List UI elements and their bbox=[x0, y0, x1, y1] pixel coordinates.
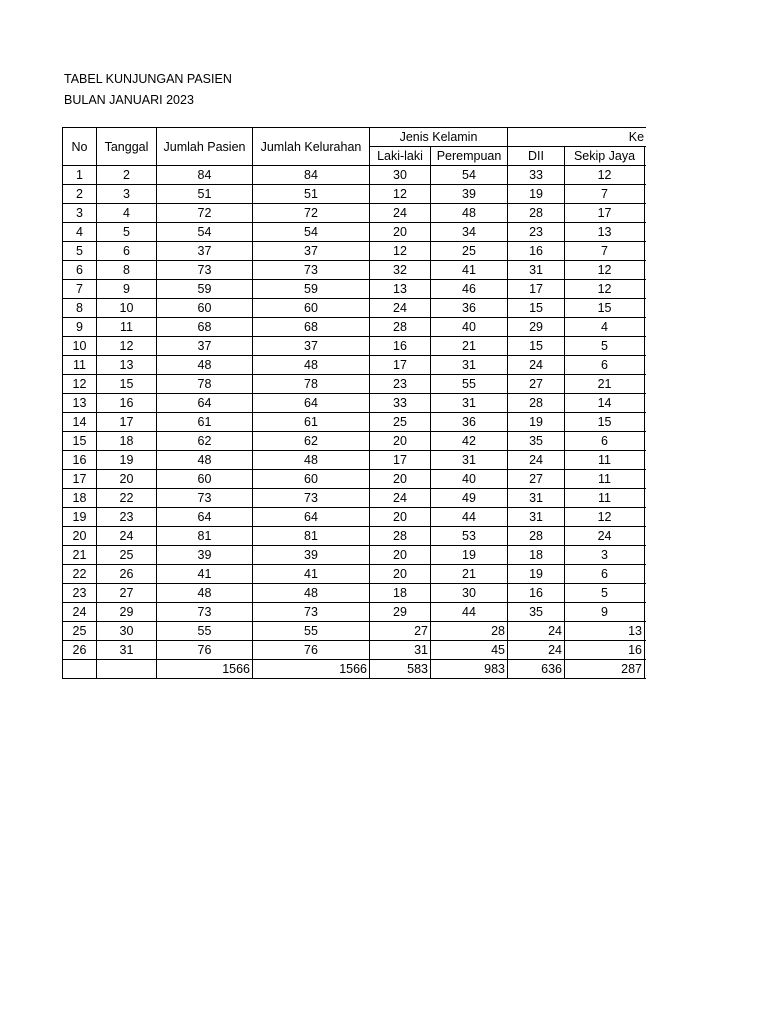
cell-perempuan: 28 bbox=[431, 622, 508, 641]
cell-perempuan: 30 bbox=[431, 584, 508, 603]
cell-perempuan: 45 bbox=[431, 641, 508, 660]
cell-perempuan: 21 bbox=[431, 565, 508, 584]
cell-jumlah-pasien: 72 bbox=[157, 204, 253, 223]
cell-laki: 25 bbox=[370, 413, 431, 432]
cell-sekip-jaya: 24 bbox=[565, 527, 645, 546]
cell-no: 19 bbox=[63, 508, 97, 527]
cell-laki: 20 bbox=[370, 546, 431, 565]
cell-laki: 20 bbox=[370, 470, 431, 489]
cell-dii: 19 bbox=[508, 185, 565, 204]
cell-jumlah-kelurahan: 51 bbox=[253, 185, 370, 204]
cell-perempuan: 46 bbox=[431, 280, 508, 299]
cell-dii: 16 bbox=[508, 242, 565, 261]
cell-hidden-col bbox=[645, 546, 646, 565]
cell-dii: 24 bbox=[508, 641, 565, 660]
cell-perempuan: 31 bbox=[431, 394, 508, 413]
cell-sekip-jaya: 7 bbox=[565, 242, 645, 261]
cell-no bbox=[63, 660, 97, 679]
cell-laki: 33 bbox=[370, 394, 431, 413]
cell-jumlah-pasien: 51 bbox=[157, 185, 253, 204]
cell-tanggal: 13 bbox=[97, 356, 157, 375]
table-row bbox=[63, 527, 647, 546]
cell-laki: 20 bbox=[370, 508, 431, 527]
table-row bbox=[63, 356, 647, 375]
cell-sekip-jaya: 6 bbox=[565, 432, 645, 451]
cell-jumlah-pasien: 60 bbox=[157, 299, 253, 318]
cell-tanggal: 16 bbox=[97, 394, 157, 413]
cell-jumlah-pasien: 1566 bbox=[157, 660, 253, 679]
cell-jumlah-pasien: 62 bbox=[157, 432, 253, 451]
cell-jumlah-kelurahan: 48 bbox=[253, 584, 370, 603]
cell-dii: 28 bbox=[508, 204, 565, 223]
cell-sekip-jaya: 13 bbox=[565, 223, 645, 242]
cell-dii: 31 bbox=[508, 261, 565, 280]
cell-hidden-col bbox=[645, 470, 646, 489]
cell-jumlah-kelurahan: 78 bbox=[253, 375, 370, 394]
cell-tanggal: 20 bbox=[97, 470, 157, 489]
cell-perempuan: 53 bbox=[431, 527, 508, 546]
cell-sekip-jaya: 11 bbox=[565, 489, 645, 508]
table-subtitle: BULAN JANUARI 2023 bbox=[64, 93, 194, 107]
table-viewport[interactable] bbox=[62, 127, 646, 691]
header-hidden-col bbox=[645, 147, 646, 166]
table-row bbox=[63, 337, 647, 356]
table-row bbox=[63, 622, 647, 641]
cell-tanggal: 10 bbox=[97, 299, 157, 318]
cell-no: 11 bbox=[63, 356, 97, 375]
cell-no: 2 bbox=[63, 185, 97, 204]
cell-perempuan: 25 bbox=[431, 242, 508, 261]
table-row bbox=[63, 318, 647, 337]
cell-jumlah-kelurahan: 39 bbox=[253, 546, 370, 565]
table-row bbox=[63, 166, 647, 185]
cell-jumlah-pasien: 60 bbox=[157, 470, 253, 489]
cell-hidden-col bbox=[645, 489, 646, 508]
cell-laki: 27 bbox=[370, 622, 431, 641]
cell-sekip-jaya: 21 bbox=[565, 375, 645, 394]
cell-no: 16 bbox=[63, 451, 97, 470]
cell-no: 22 bbox=[63, 565, 97, 584]
cell-jumlah-pasien: 64 bbox=[157, 508, 253, 527]
cell-perempuan: 19 bbox=[431, 546, 508, 565]
cell-tanggal: 2 bbox=[97, 166, 157, 185]
header-sekip-jaya: Sekip Jaya bbox=[565, 147, 645, 166]
cell-jumlah-kelurahan: 73 bbox=[253, 261, 370, 280]
cell-hidden-col bbox=[645, 394, 646, 413]
cell-jumlah-kelurahan: 41 bbox=[253, 565, 370, 584]
cell-tanggal: 15 bbox=[97, 375, 157, 394]
cell-no: 12 bbox=[63, 375, 97, 394]
cell-jumlah-pasien: 73 bbox=[157, 489, 253, 508]
cell-dii: 28 bbox=[508, 394, 565, 413]
cell-no: 6 bbox=[63, 261, 97, 280]
cell-laki: 24 bbox=[370, 489, 431, 508]
cell-laki: 30 bbox=[370, 166, 431, 185]
cell-tanggal: 31 bbox=[97, 641, 157, 660]
cell-tanggal: 11 bbox=[97, 318, 157, 337]
table-row bbox=[63, 451, 647, 470]
cell-sekip-jaya: 5 bbox=[565, 337, 645, 356]
cell-jumlah-kelurahan: 76 bbox=[253, 641, 370, 660]
cell-sekip-jaya: 13 bbox=[565, 622, 645, 641]
cell-jumlah-kelurahan: 54 bbox=[253, 223, 370, 242]
cell-jumlah-pasien: 76 bbox=[157, 641, 253, 660]
table-row bbox=[63, 489, 647, 508]
cell-hidden-col bbox=[645, 375, 646, 394]
cell-jumlah-kelurahan: 37 bbox=[253, 337, 370, 356]
cell-dii: 24 bbox=[508, 356, 565, 375]
header-tanggal: Tanggal bbox=[97, 128, 157, 166]
cell-hidden-col bbox=[645, 242, 646, 261]
table-row bbox=[63, 641, 647, 660]
cell-sekip-jaya: 12 bbox=[565, 261, 645, 280]
cell-laki: 23 bbox=[370, 375, 431, 394]
cell-sekip-jaya: 9 bbox=[565, 603, 645, 622]
cell-jumlah-kelurahan: 73 bbox=[253, 489, 370, 508]
cell-sekip-jaya: 7 bbox=[565, 185, 645, 204]
cell-sekip-jaya: 6 bbox=[565, 356, 645, 375]
cell-perempuan: 36 bbox=[431, 299, 508, 318]
cell-perempuan: 44 bbox=[431, 603, 508, 622]
cell-sekip-jaya: 12 bbox=[565, 166, 645, 185]
cell-perempuan: 983 bbox=[431, 660, 508, 679]
cell-hidden-col bbox=[645, 641, 646, 660]
cell-jumlah-pasien: 37 bbox=[157, 242, 253, 261]
cell-jumlah-pasien: 39 bbox=[157, 546, 253, 565]
cell-perempuan: 55 bbox=[431, 375, 508, 394]
cell-sekip-jaya: 12 bbox=[565, 280, 645, 299]
cell-hidden-col bbox=[645, 432, 646, 451]
cell-sekip-jaya: 3 bbox=[565, 546, 645, 565]
cell-no: 21 bbox=[63, 546, 97, 565]
cell-perempuan: 31 bbox=[431, 356, 508, 375]
header-dii: DII bbox=[508, 147, 565, 166]
cell-tanggal: 25 bbox=[97, 546, 157, 565]
cell-no: 13 bbox=[63, 394, 97, 413]
cell-tanggal: 4 bbox=[97, 204, 157, 223]
table-row bbox=[63, 223, 647, 242]
cell-dii: 23 bbox=[508, 223, 565, 242]
cell-dii: 35 bbox=[508, 603, 565, 622]
cell-laki: 29 bbox=[370, 603, 431, 622]
cell-jumlah-pasien: 73 bbox=[157, 603, 253, 622]
cell-laki: 20 bbox=[370, 565, 431, 584]
cell-dii: 27 bbox=[508, 375, 565, 394]
cell-dii: 18 bbox=[508, 546, 565, 565]
cell-jumlah-kelurahan: 64 bbox=[253, 508, 370, 527]
cell-laki: 20 bbox=[370, 432, 431, 451]
cell-no: 15 bbox=[63, 432, 97, 451]
cell-laki: 12 bbox=[370, 242, 431, 261]
cell-hidden-col bbox=[645, 261, 646, 280]
cell-jumlah-kelurahan: 48 bbox=[253, 451, 370, 470]
cell-perempuan: 36 bbox=[431, 413, 508, 432]
table-row bbox=[63, 242, 647, 261]
cell-dii: 29 bbox=[508, 318, 565, 337]
cell-no: 14 bbox=[63, 413, 97, 432]
cell-perempuan: 31 bbox=[431, 451, 508, 470]
cell-dii: 28 bbox=[508, 527, 565, 546]
cell-jumlah-pasien: 68 bbox=[157, 318, 253, 337]
cell-tanggal: 23 bbox=[97, 508, 157, 527]
cell-jumlah-kelurahan: 60 bbox=[253, 299, 370, 318]
header-jenis-kelamin: Jenis Kelamin bbox=[370, 128, 508, 147]
table-row bbox=[63, 394, 647, 413]
table-row bbox=[63, 413, 647, 432]
cell-dii: 27 bbox=[508, 470, 565, 489]
cell-sekip-jaya: 16 bbox=[565, 641, 645, 660]
cell-sekip-jaya: 5 bbox=[565, 584, 645, 603]
table-row bbox=[63, 204, 647, 223]
table-row bbox=[63, 546, 647, 565]
table-row bbox=[63, 185, 647, 204]
cell-jumlah-pasien: 48 bbox=[157, 356, 253, 375]
cell-tanggal: 27 bbox=[97, 584, 157, 603]
cell-laki: 16 bbox=[370, 337, 431, 356]
cell-tanggal: 29 bbox=[97, 603, 157, 622]
cell-no: 26 bbox=[63, 641, 97, 660]
cell-tanggal: 24 bbox=[97, 527, 157, 546]
cell-no: 17 bbox=[63, 470, 97, 489]
cell-sekip-jaya: 4 bbox=[565, 318, 645, 337]
table-row bbox=[63, 584, 647, 603]
cell-jumlah-pasien: 48 bbox=[157, 451, 253, 470]
cell-dii: 15 bbox=[508, 299, 565, 318]
table-row bbox=[63, 470, 647, 489]
cell-hidden-col bbox=[645, 204, 646, 223]
header-kelurahan-group bbox=[508, 128, 646, 147]
cell-sekip-jaya: 14 bbox=[565, 394, 645, 413]
visit-table bbox=[62, 127, 646, 679]
cell-jumlah-pasien: 41 bbox=[157, 565, 253, 584]
cell-jumlah-pasien: 54 bbox=[157, 223, 253, 242]
cell-jumlah-kelurahan: 62 bbox=[253, 432, 370, 451]
cell-sekip-jaya: 12 bbox=[565, 508, 645, 527]
cell-laki: 20 bbox=[370, 223, 431, 242]
cell-hidden-col bbox=[645, 166, 646, 185]
cell-sekip-jaya: 15 bbox=[565, 413, 645, 432]
cell-hidden-col bbox=[645, 299, 646, 318]
header-perempuan: Perempuan bbox=[431, 147, 508, 166]
cell-dii: 24 bbox=[508, 451, 565, 470]
cell-laki: 13 bbox=[370, 280, 431, 299]
cell-jumlah-kelurahan: 64 bbox=[253, 394, 370, 413]
cell-no: 8 bbox=[63, 299, 97, 318]
cell-jumlah-kelurahan: 48 bbox=[253, 356, 370, 375]
cell-sekip-jaya: 11 bbox=[565, 470, 645, 489]
cell-dii: 15 bbox=[508, 337, 565, 356]
cell-no: 20 bbox=[63, 527, 97, 546]
table-row bbox=[63, 432, 647, 451]
cell-perempuan: 40 bbox=[431, 470, 508, 489]
cell-perempuan: 41 bbox=[431, 261, 508, 280]
cell-dii: 35 bbox=[508, 432, 565, 451]
cell-dii: 17 bbox=[508, 280, 565, 299]
header-kelurahan-group-label: Ke bbox=[628, 130, 645, 144]
cell-laki: 24 bbox=[370, 204, 431, 223]
cell-jumlah-kelurahan: 81 bbox=[253, 527, 370, 546]
cell-perempuan: 48 bbox=[431, 204, 508, 223]
cell-laki: 583 bbox=[370, 660, 431, 679]
cell-sekip-jaya: 287 bbox=[565, 660, 645, 679]
cell-hidden-col bbox=[645, 413, 646, 432]
header-no: No bbox=[63, 128, 97, 166]
cell-tanggal: 3 bbox=[97, 185, 157, 204]
cell-perempuan: 44 bbox=[431, 508, 508, 527]
table-row bbox=[63, 375, 647, 394]
cell-jumlah-kelurahan: 37 bbox=[253, 242, 370, 261]
cell-tanggal: 6 bbox=[97, 242, 157, 261]
table-row bbox=[63, 299, 647, 318]
cell-sekip-jaya: 15 bbox=[565, 299, 645, 318]
cell-jumlah-kelurahan: 72 bbox=[253, 204, 370, 223]
cell-hidden-col bbox=[645, 451, 646, 470]
cell-tanggal: 18 bbox=[97, 432, 157, 451]
cell-jumlah-pasien: 64 bbox=[157, 394, 253, 413]
cell-jumlah-kelurahan: 1566 bbox=[253, 660, 370, 679]
table-row bbox=[63, 565, 647, 584]
cell-no: 18 bbox=[63, 489, 97, 508]
cell-jumlah-pasien: 48 bbox=[157, 584, 253, 603]
cell-dii: 636 bbox=[508, 660, 565, 679]
header-jumlah-kelurahan: Jumlah Kelurahan bbox=[253, 128, 370, 166]
cell-sekip-jaya: 17 bbox=[565, 204, 645, 223]
cell-jumlah-pasien: 81 bbox=[157, 527, 253, 546]
cell-hidden-col bbox=[645, 185, 646, 204]
cell-perempuan: 40 bbox=[431, 318, 508, 337]
cell-dii: 24 bbox=[508, 622, 565, 641]
cell-hidden-col bbox=[645, 280, 646, 299]
cell-laki: 12 bbox=[370, 185, 431, 204]
cell-tanggal: 30 bbox=[97, 622, 157, 641]
header-laki: Laki-laki bbox=[370, 147, 431, 166]
cell-tanggal: 22 bbox=[97, 489, 157, 508]
cell-hidden-col bbox=[645, 527, 646, 546]
cell-hidden-col bbox=[645, 603, 646, 622]
cell-jumlah-pasien: 55 bbox=[157, 622, 253, 641]
cell-sekip-jaya: 6 bbox=[565, 565, 645, 584]
cell-jumlah-pasien: 84 bbox=[157, 166, 253, 185]
cell-tanggal: 17 bbox=[97, 413, 157, 432]
header-jumlah-pasien: Jumlah Pasien bbox=[157, 128, 253, 166]
totals-row bbox=[63, 660, 647, 679]
cell-tanggal bbox=[97, 660, 157, 679]
cell-hidden-col bbox=[645, 223, 646, 242]
cell-no: 4 bbox=[63, 223, 97, 242]
cell-hidden-col bbox=[645, 508, 646, 527]
cell-hidden-col bbox=[645, 337, 646, 356]
cell-perempuan: 49 bbox=[431, 489, 508, 508]
table-row bbox=[63, 603, 647, 622]
cell-perempuan: 21 bbox=[431, 337, 508, 356]
cell-laki: 24 bbox=[370, 299, 431, 318]
cell-perempuan: 42 bbox=[431, 432, 508, 451]
cell-tanggal: 8 bbox=[97, 261, 157, 280]
cell-tanggal: 9 bbox=[97, 280, 157, 299]
cell-dii: 31 bbox=[508, 489, 565, 508]
cell-hidden-col bbox=[645, 584, 646, 603]
cell-jumlah-kelurahan: 84 bbox=[253, 166, 370, 185]
cell-no: 3 bbox=[63, 204, 97, 223]
cell-dii: 31 bbox=[508, 508, 565, 527]
cell-laki: 28 bbox=[370, 318, 431, 337]
cell-hidden-col bbox=[645, 565, 646, 584]
cell-dii: 16 bbox=[508, 584, 565, 603]
cell-jumlah-pasien: 37 bbox=[157, 337, 253, 356]
cell-no: 23 bbox=[63, 584, 97, 603]
cell-no: 5 bbox=[63, 242, 97, 261]
cell-tanggal: 26 bbox=[97, 565, 157, 584]
table-body bbox=[63, 166, 647, 679]
cell-jumlah-kelurahan: 55 bbox=[253, 622, 370, 641]
cell-perempuan: 34 bbox=[431, 223, 508, 242]
table-row bbox=[63, 261, 647, 280]
cell-jumlah-kelurahan: 60 bbox=[253, 470, 370, 489]
cell-jumlah-kelurahan: 73 bbox=[253, 603, 370, 622]
cell-jumlah-kelurahan: 61 bbox=[253, 413, 370, 432]
cell-no: 1 bbox=[63, 166, 97, 185]
cell-dii: 33 bbox=[508, 166, 565, 185]
cell-jumlah-pasien: 78 bbox=[157, 375, 253, 394]
cell-hidden-col bbox=[645, 318, 646, 337]
cell-perempuan: 54 bbox=[431, 166, 508, 185]
cell-sekip-jaya: 11 bbox=[565, 451, 645, 470]
cell-laki: 18 bbox=[370, 584, 431, 603]
cell-laki: 28 bbox=[370, 527, 431, 546]
cell-jumlah-pasien: 59 bbox=[157, 280, 253, 299]
cell-no: 10 bbox=[63, 337, 97, 356]
cell-dii: 19 bbox=[508, 413, 565, 432]
cell-jumlah-kelurahan: 59 bbox=[253, 280, 370, 299]
cell-jumlah-pasien: 73 bbox=[157, 261, 253, 280]
cell-hidden-col bbox=[645, 660, 646, 679]
cell-no: 24 bbox=[63, 603, 97, 622]
cell-laki: 17 bbox=[370, 356, 431, 375]
cell-jumlah-kelurahan: 68 bbox=[253, 318, 370, 337]
cell-no: 7 bbox=[63, 280, 97, 299]
cell-perempuan: 39 bbox=[431, 185, 508, 204]
cell-dii: 19 bbox=[508, 565, 565, 584]
table-row bbox=[63, 508, 647, 527]
cell-hidden-col bbox=[645, 356, 646, 375]
cell-jumlah-pasien: 61 bbox=[157, 413, 253, 432]
cell-hidden-col bbox=[645, 622, 646, 641]
cell-tanggal: 12 bbox=[97, 337, 157, 356]
table-title: TABEL KUNJUNGAN PASIEN bbox=[64, 72, 232, 86]
cell-tanggal: 19 bbox=[97, 451, 157, 470]
cell-no: 9 bbox=[63, 318, 97, 337]
cell-laki: 31 bbox=[370, 641, 431, 660]
cell-laki: 32 bbox=[370, 261, 431, 280]
cell-no: 25 bbox=[63, 622, 97, 641]
cell-tanggal: 5 bbox=[97, 223, 157, 242]
cell-laki: 17 bbox=[370, 451, 431, 470]
table-row bbox=[63, 280, 647, 299]
